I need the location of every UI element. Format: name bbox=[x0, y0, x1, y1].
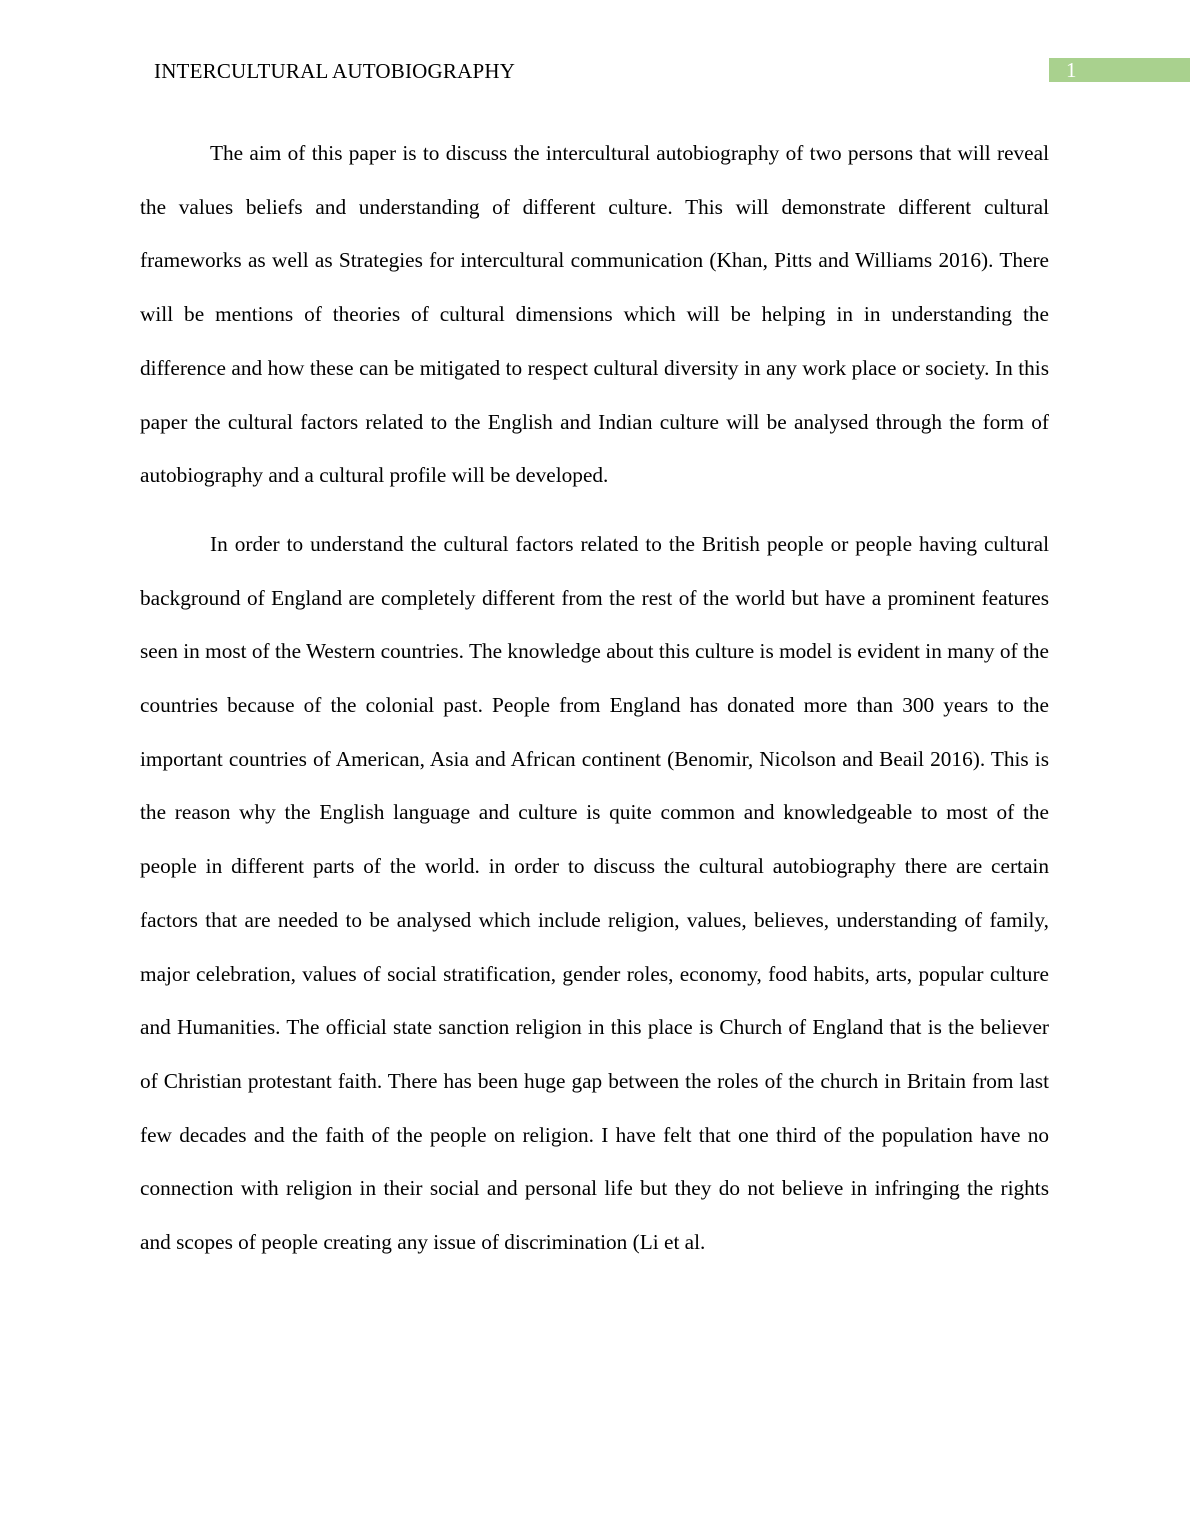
document-body bbox=[140, 127, 1049, 1285]
running-header-title: INTERCULTURAL AUTOBIOGRAPHY bbox=[154, 59, 516, 83]
paragraph-british-culture: In order to understand the cultural factors related to the British people or people having cultural background of England are completely different from the rest of the world but have a prominent features seen in most of the Western countries. The knowledge about this culture is model is evident in many of the countries because of the colonial past. People from England has donated more than 300 years to the important countries of American, Asia and African continent (Benomir, Nicolson and Beail 2016). This is the reason why the English language and culture is quite common and knowledgeable to most of the people in different parts of the world. in order to discuss the cultural autobiography there are certain factors that are needed to be analysed which include religion, values, believes, understanding of family, major celebration, values of social stratification, gender roles, economy, food habits, arts, popular culture and Humanities. The official state sanction religion in this place is Church of England that is the believer of Christian protestant faith. There has been huge gap between the roles of the church in Britain from last few decades and the faith of the people on religion. I have felt that one third of the population have no connection with religion in their social and personal life but they do not believe in infringing the rights and scopes of people creating any issue of discrimination (Li et al. bbox=[140, 531, 1049, 1255]
page-number: 1 bbox=[1066, 58, 1077, 82]
paragraph-intro: The aim of this paper is to discuss the intercultural autobiography of two persons that will reveal the values beliefs and understanding of different culture. This will demonstrate different cultural frameworks as well as Strategies for intercultural communication (Khan, Pitts and Williams 2016). There will be mentions of theories of cultural dimensions which will be helping in in understanding the difference and how these can be mitigated to respect cultural diversity in any work place or society. In this paper the cultural factors related to the English and Indian culture will be analysed through the form of autobiography and a cultural profile will be developed. bbox=[140, 141, 1049, 488]
page-number-box bbox=[1049, 58, 1190, 82]
